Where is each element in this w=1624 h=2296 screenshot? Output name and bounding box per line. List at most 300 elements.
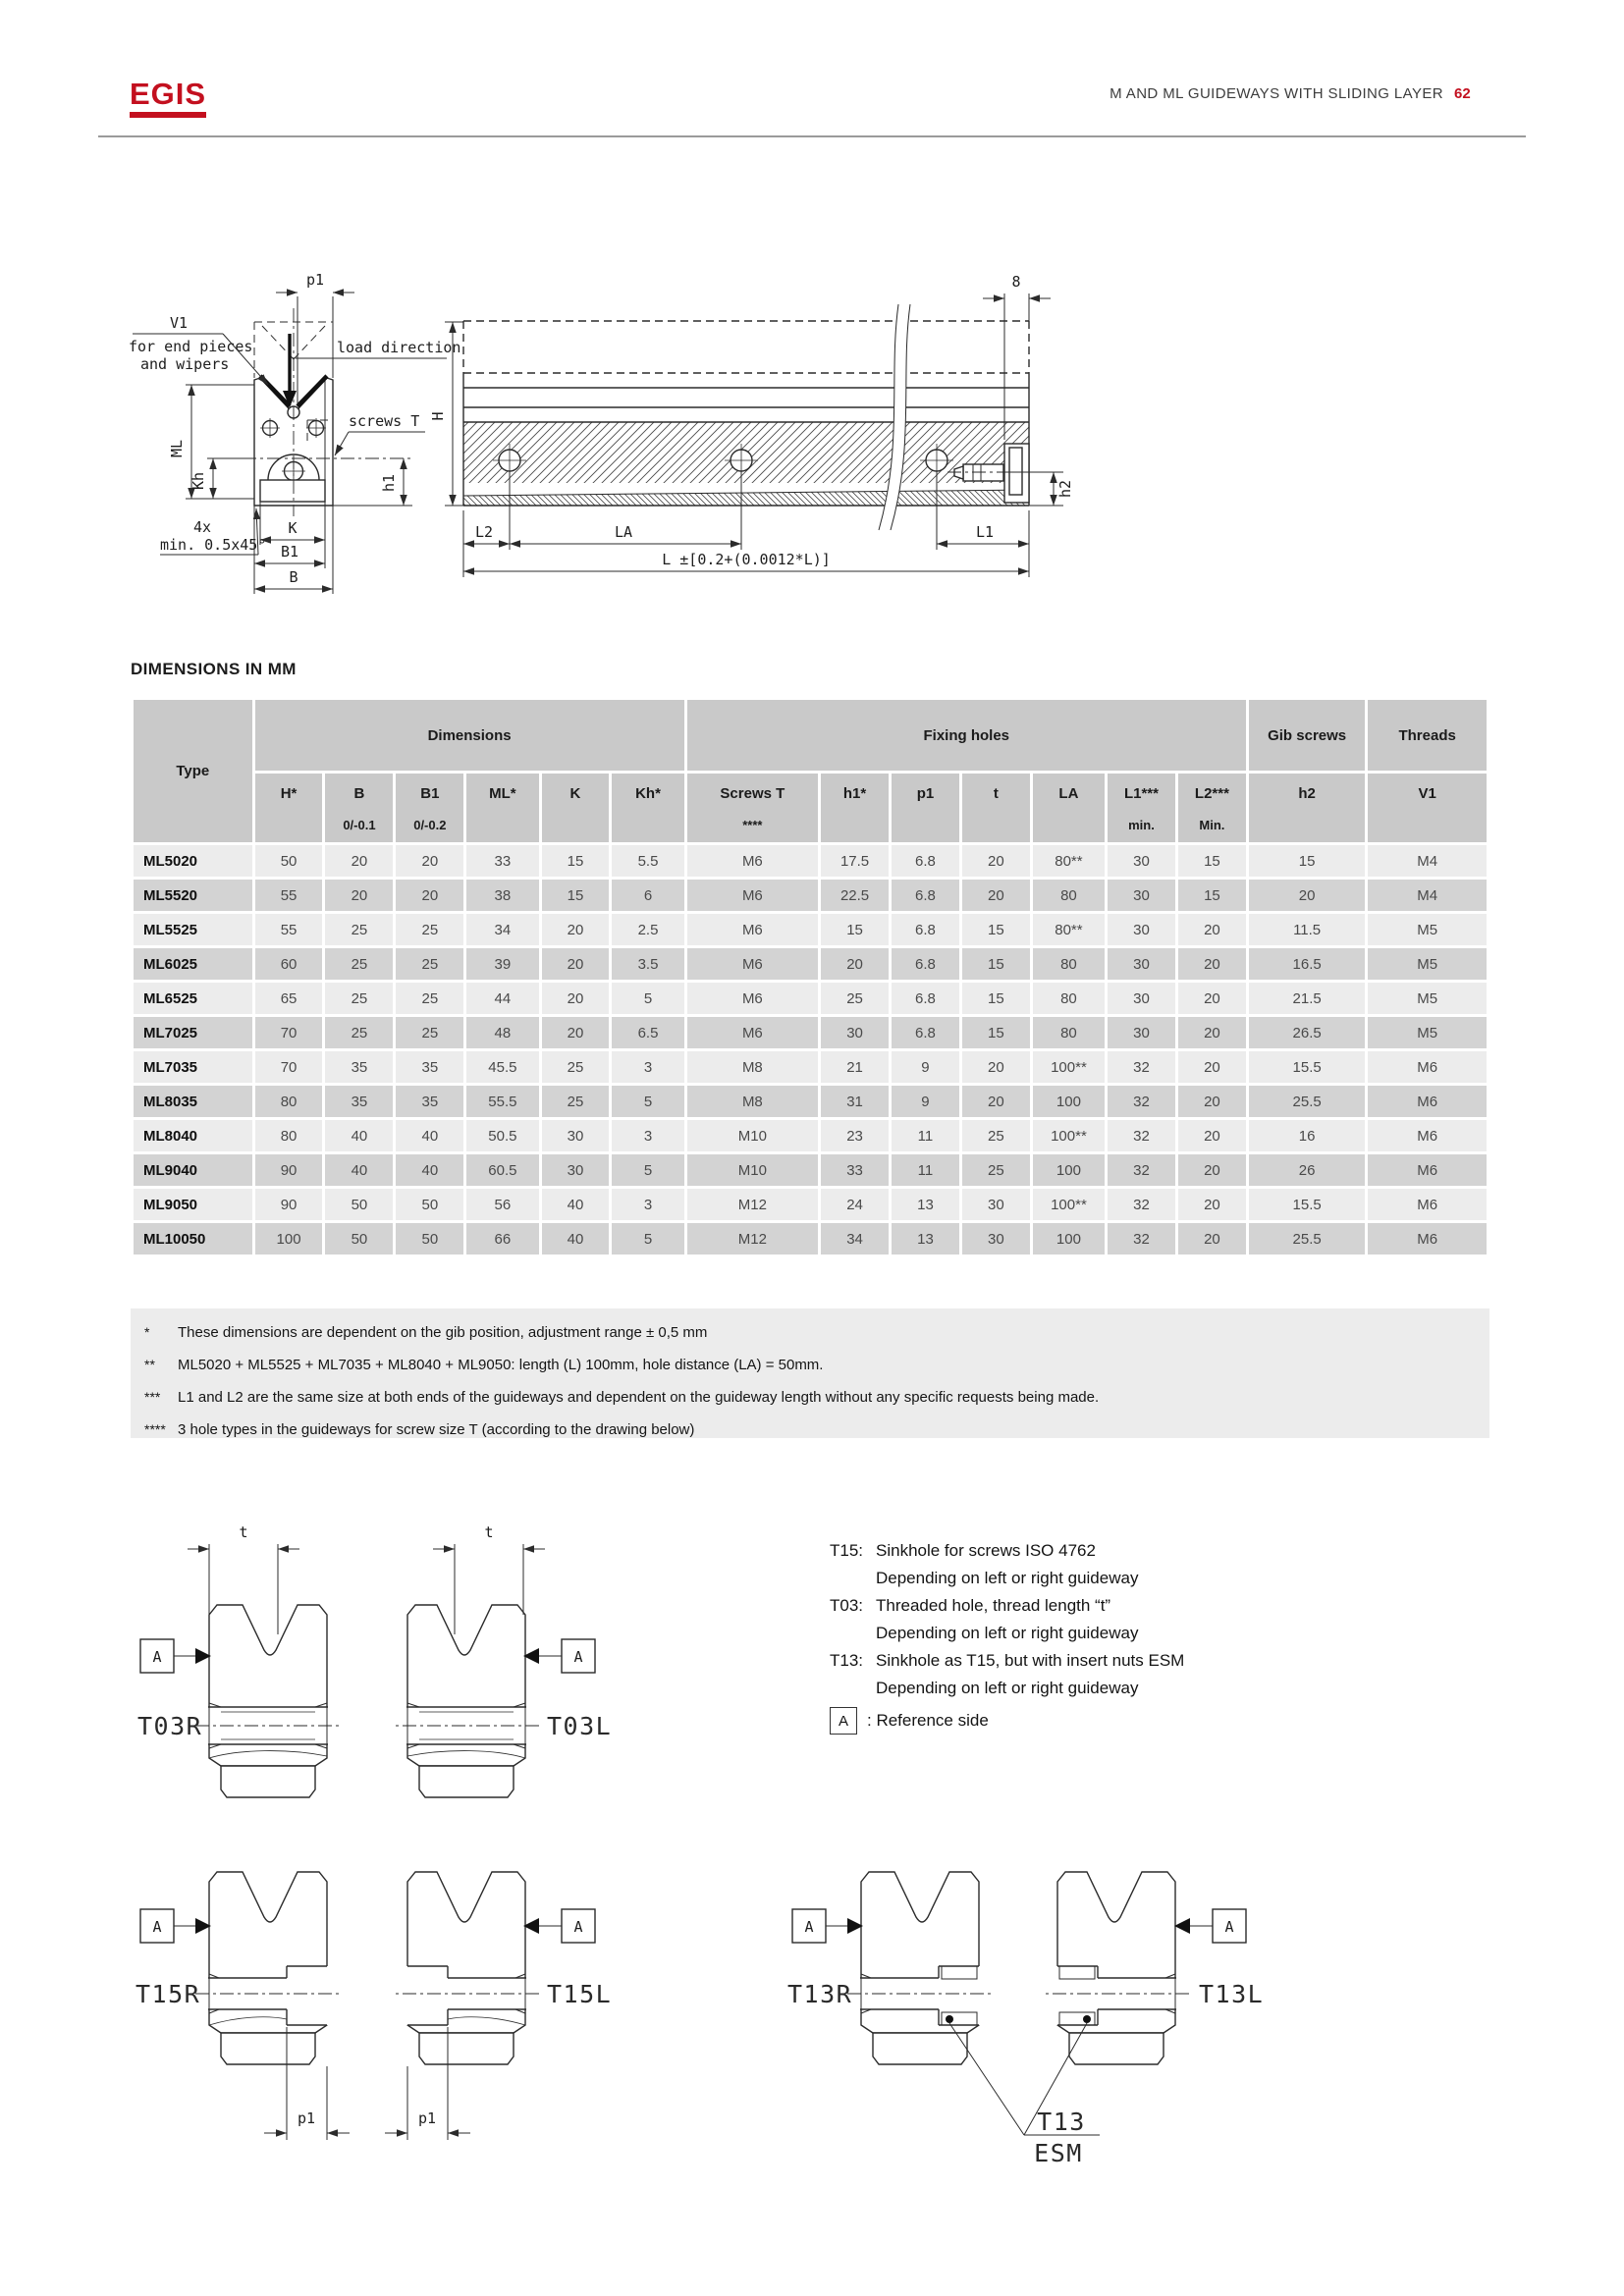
cell: 31 [821,1086,889,1117]
cell: 15 [962,948,1030,980]
cell: 50 [325,1189,393,1220]
cell: 15 [1178,845,1246,877]
legend-sub: Depending on left or right guideway [876,1679,1139,1697]
cell: 38 [466,880,538,911]
label-l-formula: L ±[0.2+(0.0012*L)] [662,551,831,568]
row-type: ML5020 [134,845,252,877]
cell: M8 [687,1086,819,1117]
cell: 21 [821,1051,889,1083]
t13r-drawing [847,1872,993,2064]
group-threads: Threads [1368,700,1487,771]
table-row [134,948,1487,980]
cell: 11 [892,1120,959,1151]
legend-code: T13: [830,1651,864,1670]
hole-type-drawings-t15-t13 [126,1845,1284,2189]
cell: 100 [1033,1223,1105,1255]
cell: M10 [687,1154,819,1186]
cell: 32 [1108,1051,1175,1083]
table-row [134,1223,1487,1255]
cell: 33 [466,845,538,877]
cell: 11 [892,1154,959,1186]
label-l1: L1 [975,523,995,541]
cell: M12 [687,1223,819,1255]
cell: M4 [1368,845,1487,877]
cell: M6 [1368,1051,1487,1083]
cell: 20 [1178,1154,1246,1186]
cell: 5 [612,1223,683,1255]
table-row [134,1120,1487,1151]
cell: 70 [255,1017,323,1048]
cell: 25 [325,914,393,945]
label-h1: h1 [380,473,398,493]
cell: 100 [1033,1154,1105,1186]
cell: 30 [542,1154,610,1186]
cell: 25 [962,1154,1030,1186]
cell: 3 [612,1051,683,1083]
table-row [134,1017,1487,1048]
label-chamfer2: min. 0.5x45° [160,536,267,554]
header-cell-6: Screws T **** [687,774,819,842]
label-load-direction: load direction [337,339,461,356]
legend-entry [830,1647,1478,1675]
cell: 13 [892,1223,959,1255]
cell: 100** [1033,1189,1105,1220]
row-type: ML8035 [134,1086,252,1117]
reference-a-icon: A [152,1648,162,1666]
cell: 30 [1108,948,1175,980]
cell: 25 [542,1086,610,1117]
cell: 20 [1178,1189,1246,1220]
cell: 3 [612,1189,683,1220]
header-cell-5: Kh* [612,774,683,842]
group-dimensions: Dimensions [255,700,684,771]
cell: 20 [542,914,610,945]
label-p1-dim: p1 [297,2109,316,2127]
cell: 16 [1249,1120,1365,1151]
cell: 20 [1178,1120,1246,1151]
cell: M6 [1368,1154,1487,1186]
row-type: ML10050 [134,1223,252,1255]
label-h2: h2 [1056,479,1074,499]
header-cell-2: B1 0/-0.2 [396,774,463,842]
reference-side-label: : Reference side [867,1711,989,1730]
cell: 6.8 [892,845,959,877]
table-row [134,1189,1487,1220]
row-type: ML7035 [134,1051,252,1083]
cell: 30 [1108,1017,1175,1048]
cell: 25 [962,1120,1030,1151]
label-callout-esm: ESM [1034,2139,1083,2167]
footnote-marker: * [144,1324,150,1340]
cell: 80 [1033,1017,1105,1048]
cell: 20 [962,1051,1030,1083]
cell: 20 [1249,880,1365,911]
cell: 50.5 [466,1120,538,1151]
footnote-marker: **** [144,1421,166,1437]
label-la: LA [614,523,633,541]
t15r-drawing [195,1872,341,2064]
header-divider [98,135,1526,137]
legend-code: T15: [830,1541,864,1560]
cell: M6 [1368,1189,1487,1220]
reference-a-icon: A [804,1918,814,1936]
cell: M6 [687,983,819,1014]
cell: 9 [892,1086,959,1117]
cell: 80 [1033,983,1105,1014]
header-cell-9: t [962,774,1030,842]
footnote [131,1414,1489,1446]
cell: 20 [1178,1223,1246,1255]
header-cell-4: K [542,774,610,842]
cell: 90 [255,1154,323,1186]
cell: 40 [396,1120,463,1151]
cell: 20 [325,880,393,911]
page-title: M AND ML GUIDEWAYS WITH SLIDING LAYER [1110,85,1443,102]
table-row [134,1154,1487,1186]
row-type: ML5520 [134,880,252,911]
reference-a-icon: A [573,1918,583,1936]
label-t13r: T13R [787,1980,853,2008]
cell: 33 [821,1154,889,1186]
cell: 70 [255,1051,323,1083]
cell: 44 [466,983,538,1014]
column-type: Type [134,700,252,842]
cell: 56 [466,1189,538,1220]
cell: 40 [542,1189,610,1220]
footnote [131,1381,1489,1414]
cell: 20 [396,880,463,911]
cell: 13 [892,1189,959,1220]
legend-entry [830,1537,1478,1565]
cell: 34 [821,1223,889,1255]
cell: 2.5 [612,914,683,945]
cell: 6.8 [892,914,959,945]
label-callout-t13: T13 [1037,2108,1086,2136]
cell: 25 [396,914,463,945]
cell: 100 [1033,1086,1105,1117]
cell: 20 [542,948,610,980]
cell: 30 [1108,880,1175,911]
header-cell-3: ML* [466,774,538,842]
cell: 15 [542,880,610,911]
label-v1-note2: and wipers [140,355,230,373]
cell: 20 [962,845,1030,877]
cell: M5 [1368,914,1487,945]
label-chamfer1: 4x [193,518,212,536]
cell: 26 [1249,1154,1365,1186]
table-row [134,983,1487,1014]
cell: 35 [325,1051,393,1083]
cell: 15.5 [1249,1189,1365,1220]
cell: 25 [542,1051,610,1083]
cell: M5 [1368,983,1487,1014]
header-cell-13: h2 [1249,774,1365,842]
cell: 65 [255,983,323,1014]
header-cell-7: h1* [821,774,889,842]
reference-a-icon: A [152,1918,162,1936]
row-type: ML8040 [134,1120,252,1151]
cell: 39 [466,948,538,980]
label-t15l: T15L [547,1980,613,2008]
cell: 23 [821,1120,889,1151]
cell: M10 [687,1120,819,1151]
dimensions-table [131,697,1489,1257]
table-row [134,880,1487,911]
cell: M6 [687,948,819,980]
group-fixing-holes: Fixing holes [687,700,1246,771]
cell: 80 [255,1120,323,1151]
header-cell-10: LA [1033,774,1105,842]
cell: 32 [1108,1120,1175,1151]
cell: 50 [396,1223,463,1255]
cell: 35 [396,1086,463,1117]
label-k: K [288,519,298,537]
cell: 40 [325,1120,393,1151]
cell: M8 [687,1051,819,1083]
footnote [131,1349,1489,1381]
cell: 20 [1178,1051,1246,1083]
cell: 25 [325,1017,393,1048]
cell: 35 [396,1051,463,1083]
label-p1-dim: p1 [417,2109,437,2127]
footnote-marker: ** [144,1357,155,1372]
cell: 26.5 [1249,1017,1365,1048]
legend-desc: Sinkhole for screws ISO 4762 [876,1541,1096,1560]
cell: 30 [1108,983,1175,1014]
cell: 20 [542,983,610,1014]
header-cell-8: p1 [892,774,959,842]
cell: M6 [1368,1120,1487,1151]
cell: 15 [1178,880,1246,911]
cell: 6.8 [892,983,959,1014]
cell: 20 [542,1017,610,1048]
cell: 15 [962,1017,1030,1048]
cell: 55.5 [466,1086,538,1117]
label-ml: ML [168,439,186,458]
cell: 15 [962,914,1030,945]
row-type: ML7025 [134,1017,252,1048]
legend-sub: Depending on left or right guideway [876,1624,1139,1642]
footnotes-panel [131,1308,1489,1438]
reference-a-icon: A [573,1648,583,1666]
cell: 80 [1033,948,1105,980]
cell: 90 [255,1189,323,1220]
label-dim8: 8 [1011,273,1021,291]
cell: 40 [325,1154,393,1186]
label-t-dim: t [484,1523,494,1541]
cell: 6 [612,880,683,911]
cell: 50 [325,1223,393,1255]
cell: 50 [396,1189,463,1220]
cell: 5 [612,983,683,1014]
hole-type-legend [830,1537,1478,1737]
row-type: ML6025 [134,948,252,980]
cell: 6.5 [612,1017,683,1048]
reference-a-box: A [830,1707,857,1735]
header-cell-0: H* [255,774,323,842]
t13l-drawing [1044,1872,1189,2064]
cell: 35 [325,1086,393,1117]
cell: 50 [255,845,323,877]
cell: 32 [1108,1223,1175,1255]
cell: 80 [1033,880,1105,911]
cell: 20 [821,948,889,980]
footnote-text: ML5020 + ML5525 + ML7035 + ML8040 + ML9050: length (L) 100mm, hole distance (LA) = 50mm. [178,1357,824,1373]
legend-sub: Depending on left or right guideway [876,1569,1139,1587]
cell: 80 [255,1086,323,1117]
legend-entry [830,1592,1478,1620]
cell: M6 [1368,1223,1487,1255]
guideway-technical-drawing [113,247,1114,640]
cell: 3.5 [612,948,683,980]
cell: 25 [396,948,463,980]
cell: 80** [1033,914,1105,945]
cell: 15 [542,845,610,877]
cell: 20 [396,845,463,877]
label-p1: p1 [305,271,325,289]
cell: 9 [892,1051,959,1083]
cell: M5 [1368,1017,1487,1048]
t03l-drawing [394,1605,539,1797]
cell: 15.5 [1249,1051,1365,1083]
hole-type-drawings-t03 [126,1502,636,1826]
cell: M6 [687,845,819,877]
cell: 100 [255,1223,323,1255]
table-caption: DIMENSIONS IN MM [131,660,297,678]
cell: 20 [1178,983,1246,1014]
cell: 34 [466,914,538,945]
cell: 80** [1033,845,1105,877]
footnote-text: L1 and L2 are the same size at both ends of the guideways and dependent on the guideway length without any specific requests being made. [178,1389,1100,1406]
cell: 17.5 [821,845,889,877]
cell: 20 [1178,914,1246,945]
table-row [134,914,1487,945]
cell: 30 [962,1189,1030,1220]
group-gib-screws: Gib screws [1249,700,1365,771]
cell: 16.5 [1249,948,1365,980]
cell: 45.5 [466,1051,538,1083]
footnote-text: 3 hole types in the guideways for screw size T (according to the drawing below) [178,1421,695,1438]
label-t15r: T15R [135,1980,201,2008]
cell: 30 [962,1223,1030,1255]
cell: 30 [821,1017,889,1048]
label-v1-note1: for end pieces [129,338,253,355]
cell: 25 [396,983,463,1014]
cell: 32 [1108,1189,1175,1220]
cell: 21.5 [1249,983,1365,1014]
cell: 66 [466,1223,538,1255]
cell: 40 [396,1154,463,1186]
legend-code: T03: [830,1596,864,1615]
reference-a-icon: A [1224,1918,1234,1936]
cell: M6 [687,880,819,911]
cell: 48 [466,1017,538,1048]
label-b: B [289,568,298,586]
header-cell-14: V1 [1368,774,1487,842]
label-l2: L2 [474,523,494,541]
cell: 25 [396,1017,463,1048]
row-type: ML9040 [134,1154,252,1186]
cell: M6 [687,1017,819,1048]
table-row [134,845,1487,877]
cell: 32 [1108,1086,1175,1117]
cell: 25 [325,983,393,1014]
cell: M12 [687,1189,819,1220]
cell: 20 [325,845,393,877]
cell: 25 [821,983,889,1014]
cell: 60.5 [466,1154,538,1186]
reference-side-row [830,1704,1478,1737]
table-row [134,1086,1487,1117]
cell: 5 [612,1154,683,1186]
cell: 20 [1178,1086,1246,1117]
cell: 100** [1033,1120,1105,1151]
label-v1: V1 [170,314,189,332]
cell: M6 [687,914,819,945]
cell: 60 [255,948,323,980]
cell: 24 [821,1189,889,1220]
cell: 30 [1108,845,1175,877]
cell: 15 [821,914,889,945]
cell: 25.5 [1249,1223,1365,1255]
cell: M4 [1368,880,1487,911]
t15l-drawing [394,1872,539,2064]
row-type: ML9050 [134,1189,252,1220]
cell: 15 [962,983,1030,1014]
legend-desc: Sinkhole as T15, but with insert nuts ESM [876,1651,1185,1670]
row-type: ML6525 [134,983,252,1014]
header-cell-11: L1*** min. [1108,774,1175,842]
cell: 22.5 [821,880,889,911]
row-type: ML5525 [134,914,252,945]
header-cell-1: B 0/-0.1 [325,774,393,842]
label-screws-t: screws T [349,412,420,430]
label-t03r: T03R [137,1712,203,1740]
label-b1: B1 [280,543,299,561]
cell: 100** [1033,1051,1105,1083]
page-number: 62 [1454,85,1471,102]
label-t-dim: t [239,1523,248,1541]
cell: 25.5 [1249,1086,1365,1117]
cell: 15 [1249,845,1365,877]
label-t03l: T03L [547,1712,613,1740]
cell: 55 [255,880,323,911]
cell: 6.8 [892,1017,959,1048]
legend-desc: Threaded hole, thread length “t” [876,1596,1111,1615]
cell: 6.8 [892,880,959,911]
cell: 3 [612,1120,683,1151]
footnote [131,1316,1489,1349]
egis-logo: EGIS [130,79,206,118]
label-t13l: T13L [1199,1980,1265,2008]
label-kh: Kh [189,471,207,491]
cell: 6.8 [892,948,959,980]
cell: 30 [542,1120,610,1151]
cell: 20 [962,1086,1030,1117]
footnote-text: These dimensions are dependent on the gib position, adjustment range ± 0,5 mm [178,1324,708,1341]
cell: 55 [255,914,323,945]
label-h: H [429,411,447,421]
cell: 11.5 [1249,914,1365,945]
footnote-marker: *** [144,1389,161,1405]
t03r-drawing [195,1605,341,1797]
cell: M6 [1368,1086,1487,1117]
cell: 20 [962,880,1030,911]
side-view [463,304,1041,530]
header-cell-12: L2*** Min. [1178,774,1246,842]
cell: 32 [1108,1154,1175,1186]
cell: 20 [1178,948,1246,980]
